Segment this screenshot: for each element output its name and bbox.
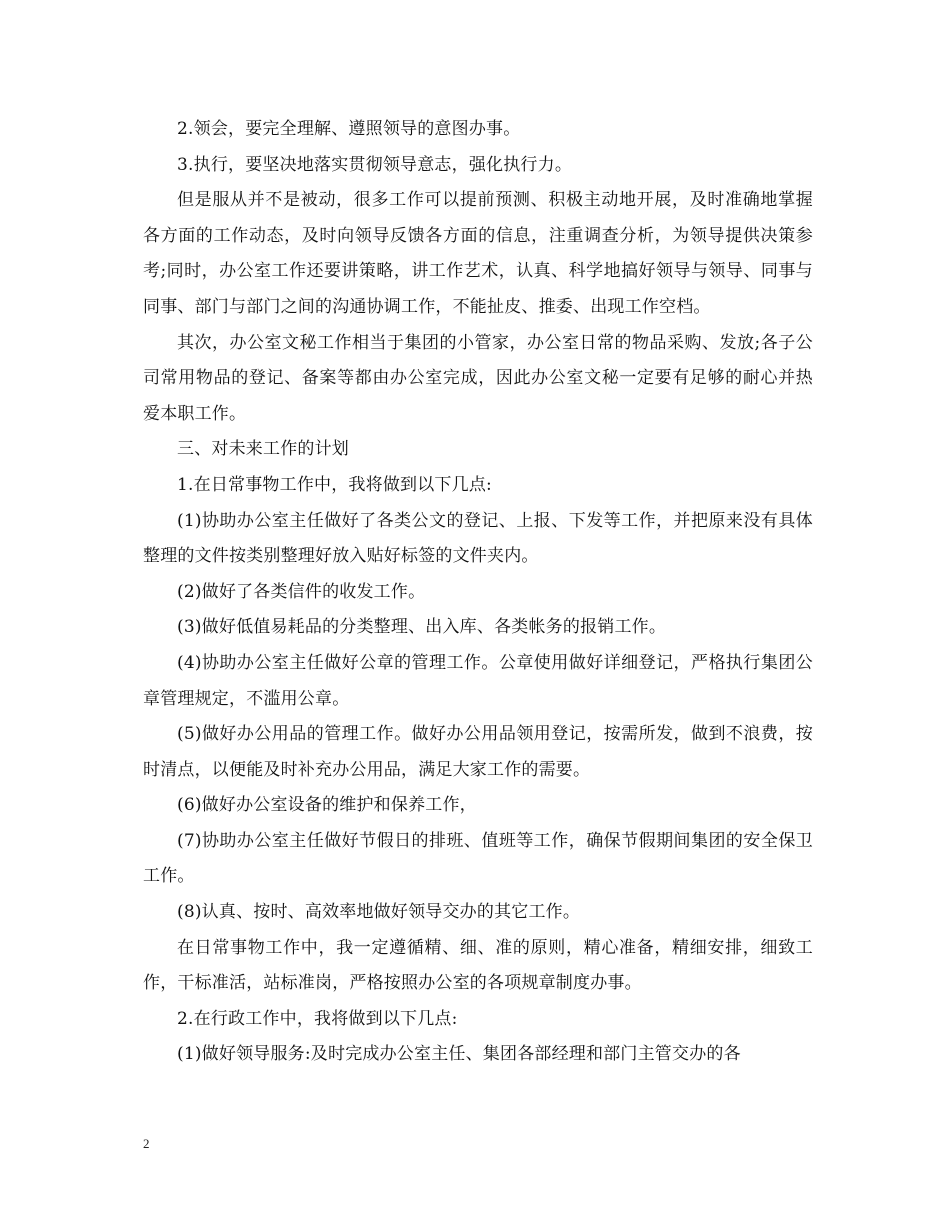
- list-item: (6)做好办公室设备的维护和保养工作，: [177, 795, 477, 816]
- list-item: (8)认真、按时、高效率地做好领导交办的其它工作。: [177, 902, 581, 923]
- list-item: (5)做好办公用品的管理工作。做好办公用品领用登记，按需所发，做到不浪费，按时清点，以便能及时补充办公用品，满足大家工作的需要。: [143, 724, 813, 780]
- page-number: 2: [143, 1136, 150, 1151]
- paragraph: 在日常事物工作中，我一定遵循精、细、准的原则，精心准备，精细安排，细致工作，干标准活，站标准岗，严格按照办公室的各项规章制度办事。: [143, 937, 813, 994]
- list-item: (7)协助办公室主任做好节假日的排班、值班等工作，确保节假期间集团的安全保卫工作。: [143, 830, 813, 887]
- paragraph: 其次，办公室文秘工作相当于集团的小管家，办公室日常的物品采购、发放;各子公司常用物品的登记、备案等都由办公室完成，因此办公室文秘一定要有足够的耐心并热爱本职工作。: [143, 332, 813, 424]
- paragraph: 2.领会，要完全理解、遵照领导的意图办事。: [177, 119, 521, 139]
- list-item: (1)协助办公室主任做好了各类公文的登记、上报、下发等工作，并把原来没有具体整理的文件按类别整理好放入贴好标签的文件夹内。: [143, 510, 813, 567]
- list-item: (3)做好低值易耗品的分类整理、出入库、各类帐务的报销工作。: [177, 617, 667, 638]
- list-item: (4)协助办公室主任做好公章的管理工作。公章使用做好详细登记，严格执行集团公章管理规定，不滥用公章。: [143, 652, 813, 709]
- paragraph: 3.执行，要坚决地落实贯彻领导意志，强化执行力。: [177, 154, 573, 175]
- paragraph: 1.在日常事物工作中，我将做到以下几点:: [177, 474, 492, 495]
- list-item: (2)做好了各类信件的收发工作。: [177, 581, 426, 602]
- document-body: [143, 112, 813, 1073]
- section-heading: 三、对未来工作的计划: [177, 439, 349, 460]
- paragraph: 但是服从并不是被动，很多工作可以提前预测、积极主动地开展，及时准确地掌握各方面的工作动态，及时向领导反馈各方面的信息，注重调查分析，为领导提供决策参考;同时，办公室工作还要讲策略，讲工作艺术，认真、科学地搞好领导与领导、同事与同事、部门与部门之间的沟通协调工作，不能扯皮、推委、出现工作空档。: [143, 190, 813, 317]
- paragraph: 2.在行政工作中，我将做到以下几点:: [177, 1008, 458, 1029]
- list-item: (1)做好领导服务:及时完成办公室主任、集团各部经理和部门主管交办的各: [177, 1044, 741, 1065]
